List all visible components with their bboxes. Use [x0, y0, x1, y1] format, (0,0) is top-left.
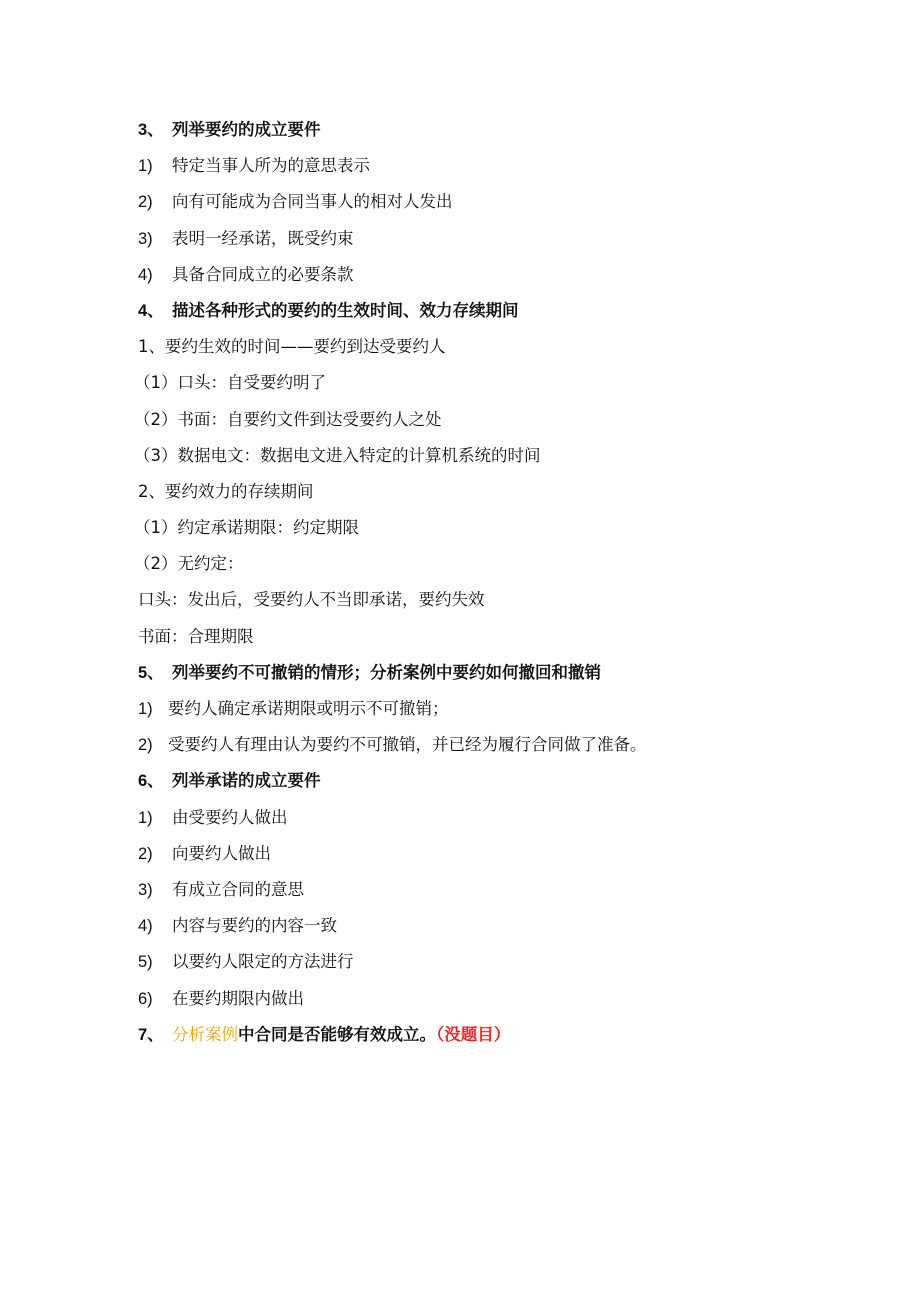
list-number: 6): [138, 989, 153, 1008]
list-number: 2): [138, 193, 153, 212]
section-number: 5、: [138, 663, 164, 682]
section-title: 列举承诺的成立要件: [172, 771, 321, 791]
list-item: [138, 695, 838, 731]
highlighted-text: 分析案例: [172, 1024, 238, 1044]
list-text: 内容与要约的内容一致: [172, 916, 337, 936]
list-item: [138, 985, 838, 1021]
subsection-title: 1、要约生效的时间——要约到达受要约人: [138, 337, 446, 357]
list-text: 有成立合同的意思: [172, 879, 304, 899]
list-text: 由受要约人做出: [172, 807, 288, 827]
paragraph-written: 书面：合理期限: [138, 626, 254, 646]
list-number: 1): [138, 808, 153, 827]
list-item: [138, 948, 838, 984]
list-text: 表明一经承诺，既受约束: [172, 228, 354, 248]
note-text: （没题目）: [436, 1024, 511, 1044]
list-number: 1): [138, 700, 153, 718]
paragraph-item: （2）书面：自要约文件到达受要约人之处: [134, 409, 442, 429]
section-heading-4: [138, 297, 838, 333]
document-body: [134, 116, 838, 1057]
section-number: 7、: [138, 1025, 164, 1044]
paragraph-item: （1）约定承诺期限：约定期限: [134, 518, 359, 538]
list-item: [138, 840, 838, 876]
list-number: 5): [138, 953, 153, 972]
list-item: [138, 912, 838, 948]
section-number: 3、: [138, 121, 164, 139]
list-number: 1): [138, 157, 153, 176]
section-heading-7: [138, 1021, 838, 1057]
section-number: 6、: [138, 772, 164, 791]
list-text: 向要约人做出: [172, 843, 271, 863]
list-item: [138, 152, 838, 188]
list-number: 4): [138, 917, 153, 936]
list-number: 3): [138, 229, 153, 248]
list-number: 2): [138, 844, 153, 863]
list-item: [138, 731, 838, 767]
list-number: 2): [138, 736, 153, 755]
list-text: 特定当事人所为的意思表示: [172, 156, 370, 176]
paragraph-item: （3）数据电文：数据电文进入特定的计算机系统的时间: [134, 445, 541, 465]
list-number: 3): [138, 880, 153, 899]
list-item: [138, 225, 838, 261]
section-heading-3: [138, 116, 838, 152]
section-title: 中合同是否能够有效成立。: [238, 1024, 436, 1044]
list-item: [138, 188, 838, 224]
section-heading-6: [138, 767, 838, 803]
list-text: 向有可能成为合同当事人的相对人发出: [172, 192, 453, 212]
list-text: 以要约人限定的方法进行: [172, 952, 354, 972]
list-text: 要约人确定承诺期限或明示不可撤销；: [168, 699, 449, 718]
list-item: [138, 876, 838, 912]
paragraph-item: （1）口头：自受要约明了: [134, 373, 326, 393]
section-title: 描述各种形式的要约的生效时间、效力存续期间: [172, 300, 519, 320]
subsection-title: 2、要约效力的存续期间: [138, 481, 314, 501]
list-text: 受要约人有理由认为要约不可撤销，并已经为履行合同做了准备。: [168, 735, 647, 755]
section-title: 列举要约的成立要件: [172, 120, 321, 139]
paragraph-oral: 口头：发出后，受要约人不当即承诺，要约失效: [138, 590, 485, 610]
section-title: 列举要约不可撤销的情形；分析案例中要约如何撤回和撤销: [172, 662, 601, 682]
section-heading-5: [138, 659, 838, 695]
list-item: [138, 261, 838, 297]
list-text: 具备合同成立的必要条款: [172, 264, 354, 284]
list-number: 4): [138, 265, 153, 284]
list-item: [138, 804, 838, 840]
list-text: 在要约期限内做出: [172, 988, 304, 1008]
section-number: 4、: [138, 301, 164, 320]
paragraph-item: （2）无约定：: [134, 554, 244, 574]
